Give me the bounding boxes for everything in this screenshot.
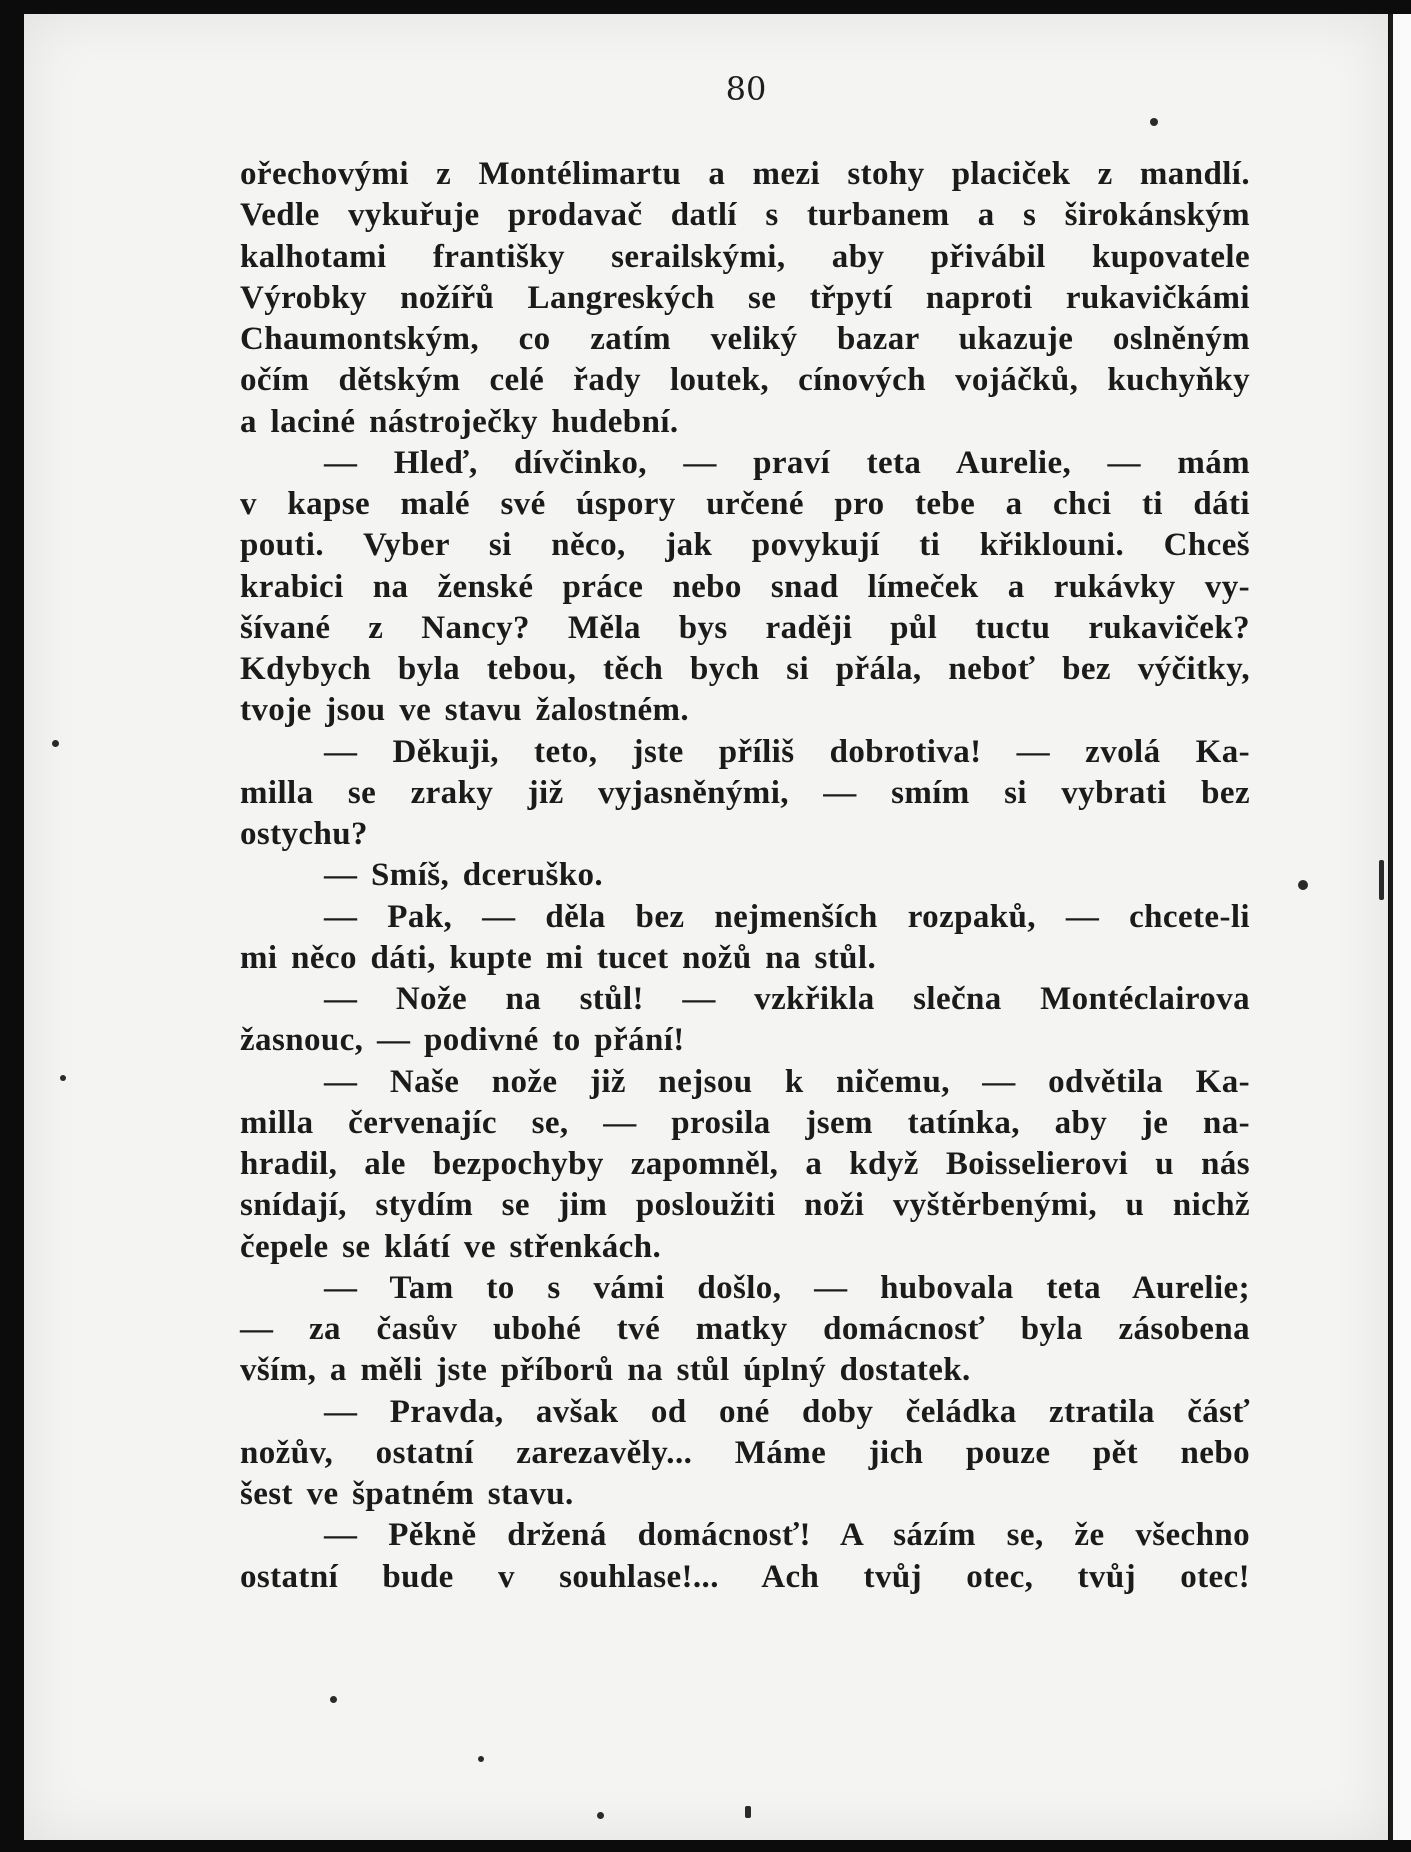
text-line: Kdybych byla tebou, těch bych si přála, neboť bez výčitky, <box>240 651 1250 687</box>
text-line: šest ve špatném stavu. <box>240 1476 574 1512</box>
text-line: milla se zraky již vyjasněnými, — smím si vybrati bez <box>240 774 1250 811</box>
scan-speck <box>745 1806 751 1818</box>
text-line: ostatní bude v souhlase!... Ach tvůj otec, tvůj otec! <box>240 1558 1250 1595</box>
text-line: — Nože na stůl! — vzkřikla slečna Montéclairova <box>324 981 1250 1017</box>
scan-speck <box>597 1812 604 1819</box>
scan-speck <box>1298 880 1308 890</box>
page-number: 80 <box>725 70 767 108</box>
text-line: žasnouc, — podivné to přání! <box>240 1022 685 1059</box>
text-line: Chaumontským, co zatím veliký bazar ukazuje oslněným <box>240 321 1250 357</box>
text-line: nožův, ostatní zarezavěly... Máme jich pouze pět nebo <box>240 1434 1250 1471</box>
body-text <box>240 154 1250 1598</box>
text-line: — Naše nože již nejsou k ničemu, — odvětila Ka- <box>324 1063 1250 1100</box>
text-line: vším, a měli jste příborů na stůl úplný dostatek. <box>240 1352 971 1389</box>
text-line: očím dětským celé řady loutek, cínových vojáčků, kuchyňky <box>240 362 1250 399</box>
scan-speck <box>52 740 59 747</box>
scan-speck <box>1379 860 1384 900</box>
text-line: — za časův ubohé tvé matky domácnosť byla zásobena <box>240 1311 1250 1347</box>
text-line: hradil, ale bezpochyby zapomněl, a když Boisselierovi u nás <box>240 1146 1250 1182</box>
scan-speck <box>478 1756 484 1762</box>
text-line: — Hleď, dívčinko, — praví teta Aurelie, — mám <box>324 444 1250 481</box>
text-line: pouti. Vyber si něco, jak povykují ti křiklouni. Chceš <box>240 527 1250 564</box>
text-line: — Děkuji, teto, jste příliš dobrotiva! — zvolá Ka- <box>324 733 1250 770</box>
text-line: a laciné nástroječky hudební. <box>240 403 679 440</box>
text-line: v kapse malé své úspory určené pro tebe a chci ti dáti <box>240 486 1250 522</box>
scan-speck <box>60 1075 66 1081</box>
text-line: krabici na ženské práce nebo snad límeček a rukávky vy- <box>240 568 1250 605</box>
text-line: — Pravda, avšak od oné doby čeládka ztratila čásť <box>324 1393 1250 1430</box>
text-line: — Smíš, dceruško. <box>324 857 603 894</box>
text-line: snídají, stydím se jim posloužiti noži vyštěrbenými, u nichž <box>240 1187 1250 1224</box>
text-line: ořechovými z Montélimartu a mezi stohy placiček z mandlí. <box>240 156 1250 192</box>
text-line: — Pak, — děla bez nejmenších rozpaků, — chcete-li <box>324 898 1250 935</box>
text-line: — Tam to s vámi došlo, — hubovala teta Aurelie; <box>324 1269 1250 1306</box>
text-line: — Pěkně držená domácnosť! A sázím se, že všechno <box>324 1517 1250 1554</box>
scan-speck <box>330 1696 337 1703</box>
text-line: čepele se klátí ve střenkách. <box>240 1228 662 1265</box>
text-line: kalhotami františky serailskými, aby přivábil kupovatele <box>240 238 1250 275</box>
text-line: milla červenajíc se, — prosila jsem tatínka, aby je na- <box>240 1104 1250 1141</box>
text-line: Vedle vykuřuje prodavač datlí s turbanem a s širokánským <box>240 197 1250 234</box>
text-line: tvoje jsou ve stavu žalostném. <box>240 692 690 729</box>
text-line: mi něco dáti, kupte mi tucet nožů na stůl. <box>240 939 877 976</box>
text-line: Výrobky nožířů Langreských se třpytí naproti rukavičkámi <box>240 279 1250 316</box>
scan-speck <box>1150 118 1158 126</box>
page-edge <box>1389 14 1411 1840</box>
text-line: šívané z Nancy? Měla bys raději půl tuctu rukaviček? <box>240 609 1250 646</box>
text-line: ostychu? <box>240 816 368 852</box>
